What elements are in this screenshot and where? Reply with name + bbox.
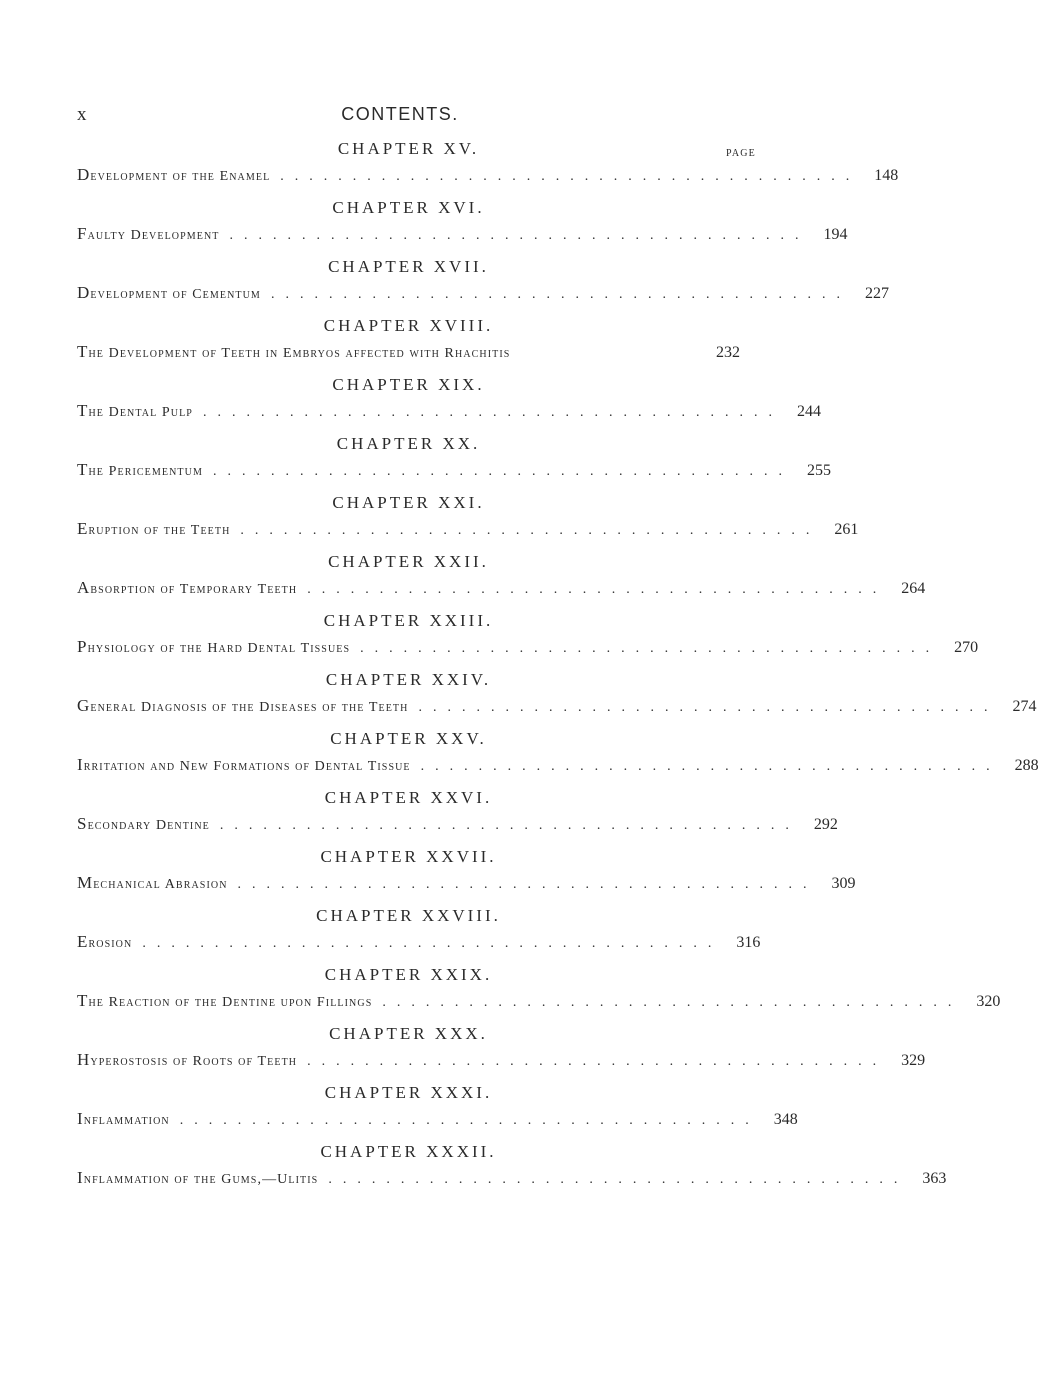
toc-line [77,164,899,188]
chapter-title: Irritation and New Formations of Dental Tissue [77,755,411,774]
chapter-heading: CHAPTER XXX. [329,1024,488,1043]
dot-leader: ........................................ [418,700,999,715]
chapter-title: Inflammation of the Gums,—Ulitis [77,1168,319,1187]
chapter-title: Development of the Enamel [77,165,271,184]
dot-leader: ........................................ [307,1054,888,1069]
toc-entry [77,964,1001,1023]
toc-line [77,931,761,955]
chapter-heading: CHAPTER XVII. [328,257,489,276]
chapter-heading: CHAPTER XV. [337,139,480,158]
toc-line [77,695,1037,719]
toc-line [77,990,1001,1014]
chapter-heading: CHAPTER XXXII. [320,1142,497,1161]
page-number: 316 [736,934,761,951]
toc-line [77,459,831,483]
toc-line [77,341,740,365]
page-number: 255 [806,462,831,479]
chapter-heading: CHAPTER XXV. [330,729,487,748]
page-number: 309 [831,875,856,892]
page-folio: x [77,104,88,125]
page-number: 329 [901,1052,926,1069]
page-number: 288 [1014,757,1039,774]
toc-entry [77,905,761,964]
toc-entry [77,315,740,374]
toc-entry [77,669,1037,728]
page-number: 244 [796,403,821,420]
page-number: 261 [834,521,859,538]
dot-leader: ........................................ [270,287,851,302]
chapter-heading: CHAPTER XXXI. [324,1083,493,1102]
running-title: CONTENTS. [341,104,459,124]
toc-entry [77,551,926,610]
chapter-heading: CHAPTER XX. [336,434,481,453]
toc-line [77,223,848,247]
dot-leader: ........................................ [179,1113,760,1128]
chapter-title: Physiology of the Hard Dental Tissues [77,637,351,656]
toc-entry [77,374,821,433]
page-number: 227 [864,285,889,302]
toc-line [77,872,856,896]
dot-leader: ........................................ [202,405,783,420]
toc-entry [77,1023,926,1082]
chapter-heading: CHAPTER XVIII. [323,316,494,335]
page-number: 274 [1012,698,1037,715]
chapter-title: Hyperostosis of Roots of Teeth [77,1050,298,1069]
page-number: 320 [976,993,1001,1010]
chapter-title: Absorption of Temporary Teeth [77,578,298,597]
dot-leader: ........................................ [360,641,941,656]
toc-entry [77,492,859,551]
chapter-title: Erosion [77,932,133,951]
page-number: 363 [922,1170,947,1187]
dot-leader: ........................................ [142,936,723,951]
toc-line [77,282,889,306]
dot-leader: ........................................ [382,995,963,1010]
page-number: 292 [813,816,838,833]
chapter-heading: CHAPTER XXII. [328,552,489,571]
page-number: 232 [716,344,740,361]
dot-leader: ........................................ [328,1172,909,1187]
toc-line [77,754,1039,778]
toc-entry [77,846,856,905]
toc-line [77,636,979,660]
chapter-heading: CHAPTER XXVII. [320,847,497,866]
toc-entry [77,787,838,846]
chapter-heading: CHAPTER XXIII. [323,611,494,630]
dot-leader: ........................................ [237,877,818,892]
chapter-title: The Dental Pulp [77,401,193,420]
dot-leader: ........................................ [229,228,810,243]
chapter-title: General Diagnosis of the Diseases of the Teeth [77,696,409,715]
dot-leader: ........................................ [420,759,1001,774]
dot-leader: ........................................ [280,169,861,184]
chapter-heading: CHAPTER XVI. [332,198,485,217]
chapter-title: The Reaction of the Dentine upon Fillings [77,991,373,1010]
page-column-label: PAGE [726,148,756,159]
chapter-title: Development of Cementum [77,283,261,302]
page-number: 270 [954,639,979,656]
chapter-title: Eruption of the Teeth [77,519,231,538]
toc-entry [77,433,831,492]
chapter-title: Inflammation [77,1109,170,1128]
toc-line [77,1108,798,1132]
chapter-heading: CHAPTER XXIV. [325,670,492,689]
dot-leader: ........................................ [307,582,888,597]
toc-entry [77,256,889,315]
toc-line [77,518,859,542]
chapter-title: Mechanical Abrasion [77,873,228,892]
page-number: 348 [773,1111,798,1128]
page-number: 194 [823,226,848,243]
dot-leader: ........................................ [219,818,800,833]
toc-line [77,400,821,424]
chapter-heading: CHAPTER XXI. [332,493,485,512]
page-header [0,104,800,134]
page-number: 264 [901,580,926,597]
chapter-title: Faulty Development [77,224,220,243]
chapter-title: The Pericementum [77,460,203,479]
chapter-heading: CHAPTER XXIX. [324,965,493,984]
chapter-title: Secondary Dentine [77,814,210,833]
chapter-heading: CHAPTER XXVI. [324,788,493,807]
chapter-title: The Development of Teeth in Embryos affected with Rhachitis [77,342,511,361]
dot-leader: ........................................ [240,523,821,538]
toc-line [77,577,926,601]
toc-entry [77,1082,798,1141]
page-number: 148 [874,167,899,184]
dot-leader: ........................................ [212,464,793,479]
toc-entry [77,728,1039,787]
toc-entry [77,1141,947,1200]
chapter-heading: CHAPTER XIX. [332,375,485,394]
toc-entry [77,197,848,256]
chapter-heading: CHAPTER XXVIII. [316,906,501,925]
toc-line [77,1167,947,1191]
toc-entry [77,610,979,669]
toc-line [77,813,838,837]
toc-line [77,1049,926,1073]
